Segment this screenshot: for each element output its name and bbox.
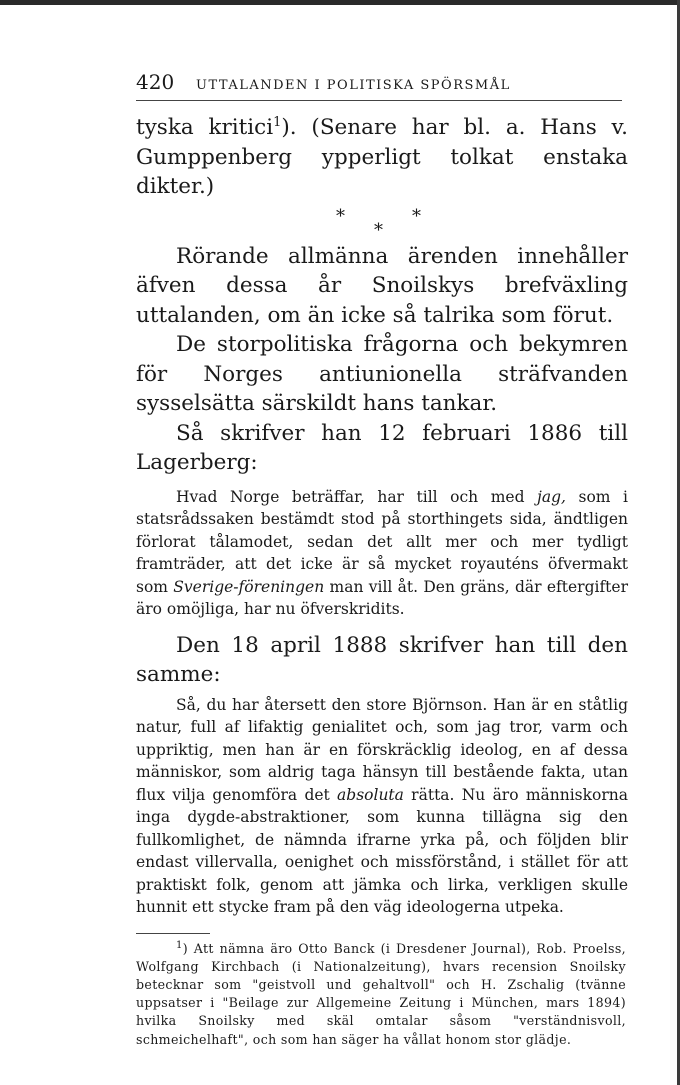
footnote-text: ) Att nämna äro Otto Banck (i Dresdener Journal), Rob. Proelss, Wolfgang Kirchbach (i Nationalzeitung), hvars recension Snoilsky betecknar som "geistvoll und gehaltvoll" och H. Zschalig (tvänne uppsatser i "Beilage zur Allgemeine Zeitung i München, mars 1894) hvilka Snoilsky med skäl omtalar såsom "verständnisvoll, schmeichelhaft", och som han säger ha vållat honom stor glädje.	[136, 940, 626, 1047]
quote1-italic-sverige: Sverige-föreningen	[173, 577, 325, 596]
p1-text: tyska kritici	[136, 115, 274, 140]
quote1-part: som i statsrådssaken bestämdt stod på storthingets sida, ändtligen förlorat tålamodet, sedan det allt mer och mer tydligt framträder, att det icke är så mycket royauténs öfvermakt som	[136, 487, 628, 596]
header-rule	[136, 100, 622, 101]
page-number: 420	[136, 70, 175, 94]
paragraph-letter-1886-intro: Så skrifver han 12 februari 1886 till Lagerberg:	[136, 420, 628, 475]
p1-rest: ). (Senare har bl. a. Hans v. Gumppenberg ypperligt tolkat enstaka dikter.)	[136, 115, 628, 199]
quote1-italic-jag: jag,	[537, 487, 566, 506]
page-header	[136, 70, 628, 100]
quote-1888	[136, 694, 628, 919]
quote-1886	[136, 486, 628, 621]
section-break-asterisks	[136, 202, 628, 241]
quote1-part: Hvad Norge beträffar, har till och med	[176, 487, 538, 506]
paragraph-norway-questions: De storpolitiska frågorna och bekymren för Norges antiunionella sträfvanden sysselsätta särskildt hans tankar.	[136, 332, 628, 416]
asterisk: *	[412, 205, 421, 227]
quote2-part: Så, du har återsett den store Björnson. Han är en ståtlig natur, full af lifaktig genialitet och, som jag tror, varm och uppriktig, men han är en förskräcklig ideolog, en af dessa människor, som aldrig taga hänsyn till bestående fakta, utan flux vilja genomföra det	[136, 695, 628, 804]
quote2-part: rätta. Nu äro människorna inga dygde-abstraktioner, som kunna tillägna sig den fullkomlighet, de nämnda ifrarne yrka på, och följden blir endast villervalla, oenighet och missförstånd, i stället för att praktiskt folk, genom att jämka och lirka, verkligen skulle hunnit ett stycke fram på den väg ideologerna utpeka.	[136, 785, 628, 916]
paragraph-letter-1888-intro: Den 18 april 1888 skrifver han till den samme:	[136, 632, 628, 687]
quote2-italic-absoluta: absoluta	[337, 785, 404, 804]
book-page	[136, 70, 628, 1049]
footnote-rule	[136, 933, 210, 934]
asterisk: *	[374, 219, 383, 241]
paragraph-continuation	[136, 113, 628, 202]
footnote-reference: 1	[273, 114, 282, 130]
footnote	[136, 940, 628, 1049]
asterisk: *	[336, 205, 345, 227]
footnote-mark: 1	[176, 939, 183, 951]
paragraph-general-matters: Rörande allmänna ärenden innehåller äfven dessa år Snoilskys brefväxling uttalanden, om än icke så talrika som förut.	[136, 243, 628, 328]
quote1-part: man vill åt. Den gräns, där eftergifter äro omöjliga, har nu öfverskridits.	[136, 577, 628, 618]
page-top-edge	[0, 0, 680, 5]
running-head: UTTALANDEN I POLITISKA SPÖRSMÅL	[196, 78, 511, 93]
